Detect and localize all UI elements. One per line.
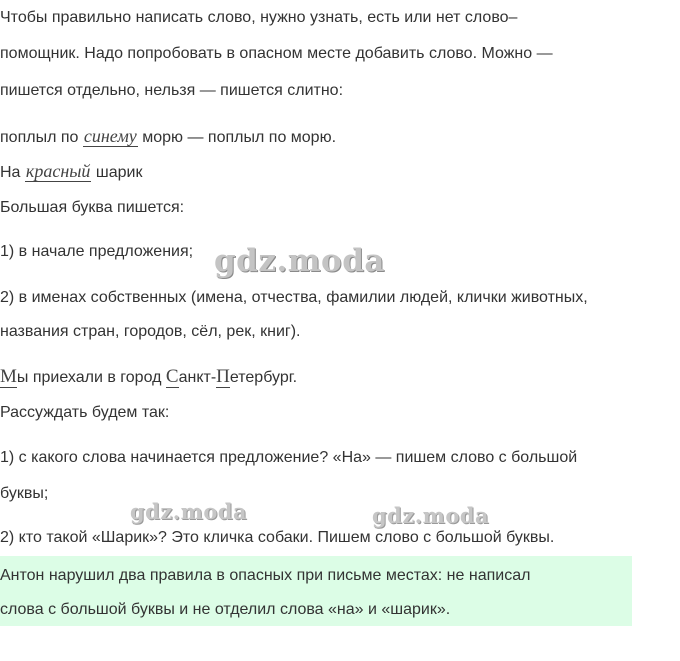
example-3-text-2: анкт- <box>178 369 217 386</box>
example-1-before: поплыл по <box>0 129 83 146</box>
inserted-word-sinemu: синему <box>83 126 137 146</box>
reasoning-step-1-line-1: 1) с какого слова начинается предложение? «На» — пишем слово с большой <box>0 449 578 466</box>
watermark-left: gdz.moda <box>130 499 248 524</box>
reasoning-step-1-line-2: буквы; <box>0 485 49 502</box>
example-sentence-3 <box>0 366 297 389</box>
capital-rule-item-1: 1) в начале предложения; <box>0 243 194 260</box>
example-sentence-2 <box>0 160 142 184</box>
reasoning-title: Рассуждать будем так: <box>0 404 170 421</box>
capital-letter-m: М <box>0 366 17 387</box>
paragraph-line-3: пишется отдельно, нельзя — пишется слитно: <box>0 82 344 99</box>
example-2-after: шарик <box>91 164 143 181</box>
example-3-text-3: етербург. <box>229 369 298 386</box>
example-2-before: На <box>0 164 25 181</box>
capital-letter-p: П <box>216 366 230 387</box>
example-1-after: морю — поплыл по морю. <box>137 129 337 146</box>
example-3-text-1: ы приехали в город <box>16 369 166 386</box>
watermark-right: gdz.moda <box>372 503 490 528</box>
capital-rule-item-2-line-1: 2) в именах собственных (имена, отчества, фамилии людей, клички животных, <box>0 289 588 306</box>
capital-letter-s: С <box>165 366 179 387</box>
paragraph-line-2: помощник. Надо попробовать в опасном месте добавить слово. Можно — <box>0 45 553 62</box>
inserted-word-krasny: красный <box>25 161 91 181</box>
example-sentence-1 <box>0 125 336 149</box>
conclusion-line-1: Антон нарушил два правила в опасных при письме местах: не написал <box>0 567 531 584</box>
capital-rule-title: Большая буква пишется: <box>0 199 185 216</box>
reasoning-step-2: 2) кто такой «Шарик»? Это кличка собаки. Пишем слово с большой буквы. <box>0 529 555 546</box>
watermark-main: gdz.moda <box>214 243 385 279</box>
paragraph-line-1: Чтобы правильно написать слово, нужно узнать, есть или нет слово– <box>0 9 518 26</box>
capital-rule-item-2-line-2: названия стран, городов, сёл, рек, книг). <box>0 323 301 340</box>
conclusion-line-2: слова с большой буквы и не отделил слова «на» и «шарик». <box>0 601 451 618</box>
